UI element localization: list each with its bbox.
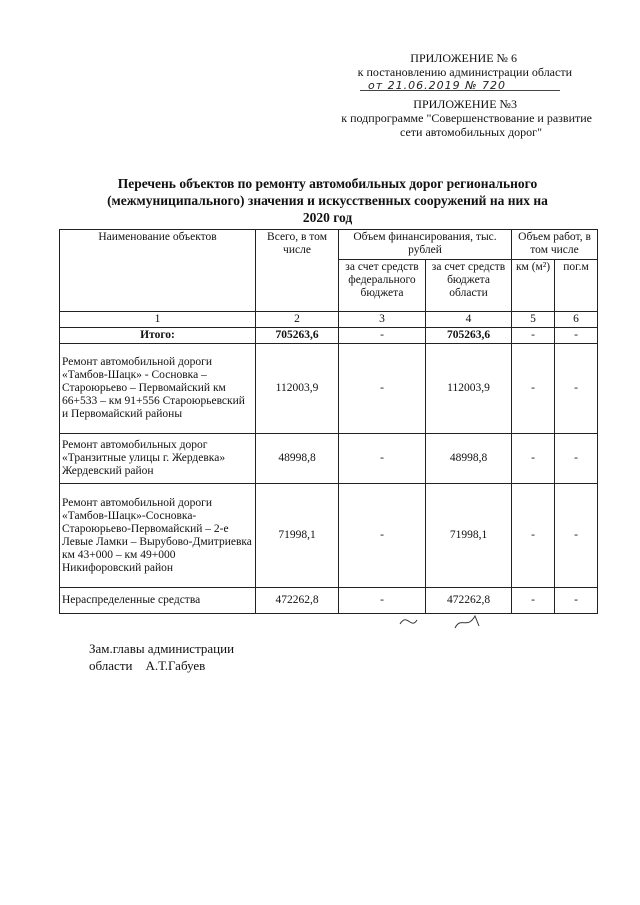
- object-total: 48998,8: [256, 434, 339, 484]
- header-total: Всего, в том числе: [256, 230, 339, 312]
- object-federal: -: [339, 484, 426, 588]
- object-pogm: -: [555, 344, 598, 434]
- header-federal: за счет средств федерального бюджета: [339, 260, 426, 312]
- column-number: 6: [555, 312, 598, 328]
- total-label: Итого:: [60, 328, 256, 344]
- object-federal: -: [339, 434, 426, 484]
- object-km2: -: [512, 344, 555, 434]
- total-sum: 705263,6: [256, 328, 339, 344]
- object-km2: -: [512, 588, 555, 614]
- object-federal: -: [339, 588, 426, 614]
- object-total: 112003,9: [256, 344, 339, 434]
- object-pogm: -: [555, 588, 598, 614]
- column-number: 4: [426, 312, 512, 328]
- signature-name: области А.Т.Габуев: [89, 658, 206, 673]
- signature-position: Зам.главы администрации: [89, 641, 235, 656]
- object-regional: 112003,9: [426, 344, 512, 434]
- object-regional: 48998,8: [426, 434, 512, 484]
- object-km2: -: [512, 484, 555, 588]
- object-pogm: -: [555, 484, 598, 588]
- handwritten-date: от 21.06.2019 № 720: [368, 79, 507, 92]
- object-regional: 71998,1: [426, 484, 512, 588]
- appendix-3-label: ПРИЛОЖЕНИЕ №3: [413, 97, 517, 111]
- table-row: [60, 434, 598, 484]
- total-pogm: -: [555, 328, 598, 344]
- appendix-6-label: ПРИЛОЖЕНИЕ № 6: [410, 51, 517, 65]
- table-row: [60, 588, 598, 614]
- column-number: 3: [339, 312, 426, 328]
- table-row: [60, 484, 598, 588]
- object-pogm: -: [555, 434, 598, 484]
- object-name: Ремонт автомобильной дороги «Тамбов-Шацк»-Сосновка-Староюрьево-Первомайский – 2-е Левые Ламки – Вырубово-Дмитриевка км 43+000 – км 49+000 Никифоровский район: [60, 484, 256, 588]
- total-row: [60, 328, 598, 344]
- initials-mark: [395, 610, 495, 632]
- header-km2: км (м²): [512, 260, 555, 312]
- to-subprogram-label: к подпрограмме "Совершенствование и развитие: [341, 111, 592, 125]
- object-name: Ремонт автомобильных дорог «Транзитные улицы г. Жердевка» Жердевский район: [60, 434, 256, 484]
- signature-block: [89, 640, 389, 674]
- document-title: [60, 175, 595, 226]
- header-name: Наименование объектов: [60, 230, 256, 312]
- total-km2: -: [512, 328, 555, 344]
- network-label: сети автомобильных дорог": [399, 125, 542, 139]
- to-resolution-label: к постановлению администрации области: [357, 65, 572, 79]
- total-regional: 705263,6: [426, 328, 512, 344]
- date-underline: [360, 90, 560, 91]
- header-funding: Объем финансирования, тыс. рублей: [339, 230, 512, 260]
- header-pogm: пог.м: [555, 260, 598, 312]
- objects-table: [59, 229, 598, 614]
- title-line-3: 2020 год: [302, 210, 353, 225]
- object-federal: -: [339, 344, 426, 434]
- object-total: 71998,1: [256, 484, 339, 588]
- total-federal: -: [339, 328, 426, 344]
- object-name: Нераспределенные средства: [60, 588, 256, 614]
- header-works: Объем работ, в том числе: [512, 230, 598, 260]
- object-total: 472262,8: [256, 588, 339, 614]
- column-number: 2: [256, 312, 339, 328]
- header-regional: за счет средств бюджета области: [426, 260, 512, 312]
- table-row: [60, 344, 598, 434]
- object-regional: 472262,8: [426, 588, 512, 614]
- column-number: 5: [512, 312, 555, 328]
- object-name: Ремонт автомобильной дороги «Тамбов-Шацк» - Сосновка – Староюрьево – Первомайский км 66+533 – км 91+556 Староюрьевский и Первомайский районы: [60, 344, 256, 434]
- object-km2: -: [512, 434, 555, 484]
- column-numbers-row: [60, 312, 598, 328]
- title-line-1: Перечень объектов по ремонту автомобильных дорог регионального: [117, 176, 538, 191]
- title-line-2: (межмуниципального) значения и искусственных сооружений на них на: [107, 193, 548, 208]
- column-number: 1: [60, 312, 256, 328]
